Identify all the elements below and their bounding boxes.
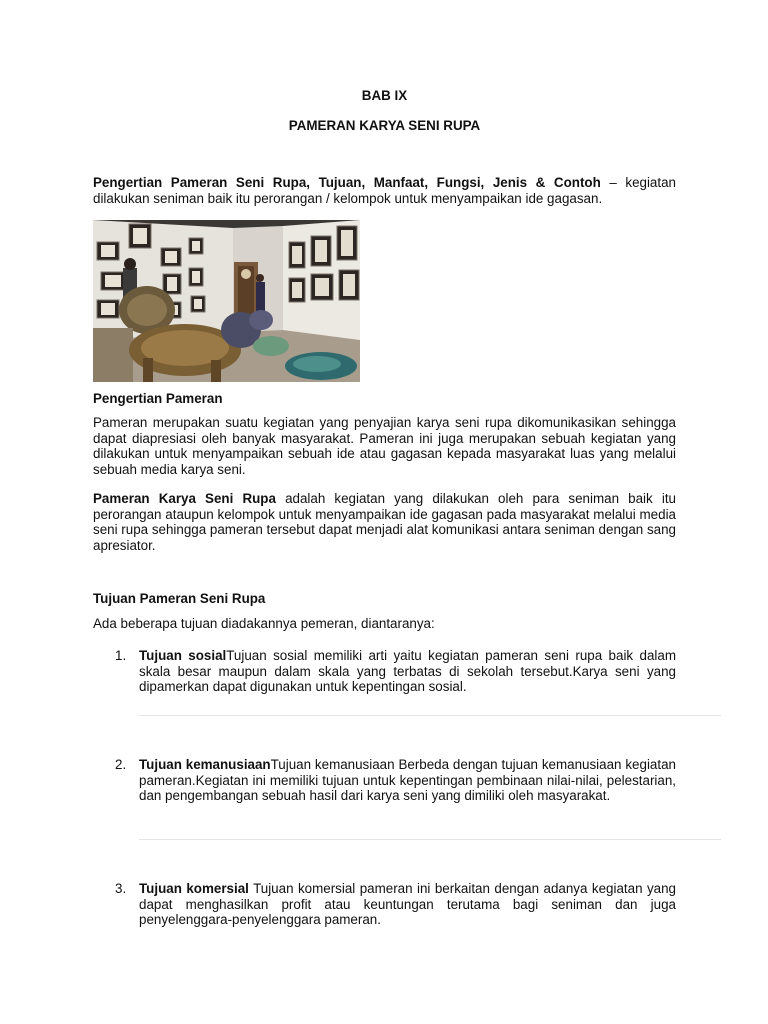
list-item-text: Tujuan komersial pameran ini berkaitan dengan adanya kegiatan yang dapat menghasilkan profit atau keuntungan terutama bagi seniman dan juga penyelenggara-penyelenggara pameran. <box>139 881 676 928</box>
intro-paragraph <box>93 175 676 206</box>
list-item-bold: Tujuan sosial <box>139 648 227 663</box>
section-heading-tujuan: Tujuan Pameran Seni Rupa <box>93 591 266 606</box>
divider <box>139 715 721 716</box>
chapter-label: BAB IX <box>361 88 408 103</box>
pameran-karya-text: adalah kegiatan yang dilakukan oleh para seniman baik itu perorangan ataupun kelompok untuk menyampaikan ide gagasan pada masyarakat melalui media seni rupa sehingga pameran tersebut dapat menjadi alat komunikasi antara seniman dengan sang apresiator. <box>93 491 676 553</box>
intro-bold: Pengertian Pameran Seni Rupa, Tujuan, Manfaat, Fungsi, Jenis & Contoh <box>93 175 601 190</box>
list-number: 2. <box>115 757 127 772</box>
exhibition-photo <box>93 220 360 382</box>
pameran-karya-paragraph <box>93 491 676 553</box>
list-item-body <box>139 757 676 804</box>
pengertian-paragraph: Pameran merupakan suatu kegiatan yang penyajian karya seni rupa dikomunikasikan sehingga dapat diapresiasi oleh banyak masyarakat. Pameran ini juga merupakan sebuah kegiatan yang dilakukan untuk menyampaikan sebuah ide atau gagasan kepada masyarakat luas yang melalui sebuah media karya seni. <box>93 415 676 477</box>
list-item-bold: Tujuan kemanusiaan <box>139 757 271 772</box>
section-heading-pengertian: Pengertian Pameran <box>93 391 223 406</box>
pameran-karya-bold: Pameran Karya Seni Rupa <box>93 491 276 506</box>
list-item-bold: Tujuan komersial <box>139 881 249 896</box>
list-number: 1. <box>115 648 127 663</box>
list-item-text: Tujuan sosial memiliki arti yaitu kegiatan pameran seni rupa baik dalam skala besar maupun dalam skala yang terbatas di sekolah tersebut.Karya seni yang dipamerkan dapat digunakan untuk kepentingan sosial. <box>139 648 676 695</box>
intro-text: – kegiatan dilakukan seniman baik itu perorangan / kelompok untuk menyampaikan ide gagasan. <box>93 175 676 206</box>
exhibition-photo-illustration <box>93 220 360 382</box>
tujuan-lead: Ada beberapa tujuan diadakannya pemeran, diantaranya: <box>93 616 435 631</box>
divider <box>139 839 721 840</box>
list-item-text: Tujuan kemanusiaan Berbeda dengan tujuan kemanusiaan kegiatan pameran.Kegiatan ini memiliki tujuan untuk kepentingan pembinaan nilai-nilai, pelestarian, dan pengembangan sebuah hasil dari karya seni yang dimiliki oleh masyarakat. <box>139 757 676 804</box>
list-item-body <box>139 648 676 695</box>
list-item-body <box>139 881 676 928</box>
list-number: 3. <box>115 881 127 896</box>
page-title: PAMERAN KARYA SENI RUPA <box>288 118 481 133</box>
